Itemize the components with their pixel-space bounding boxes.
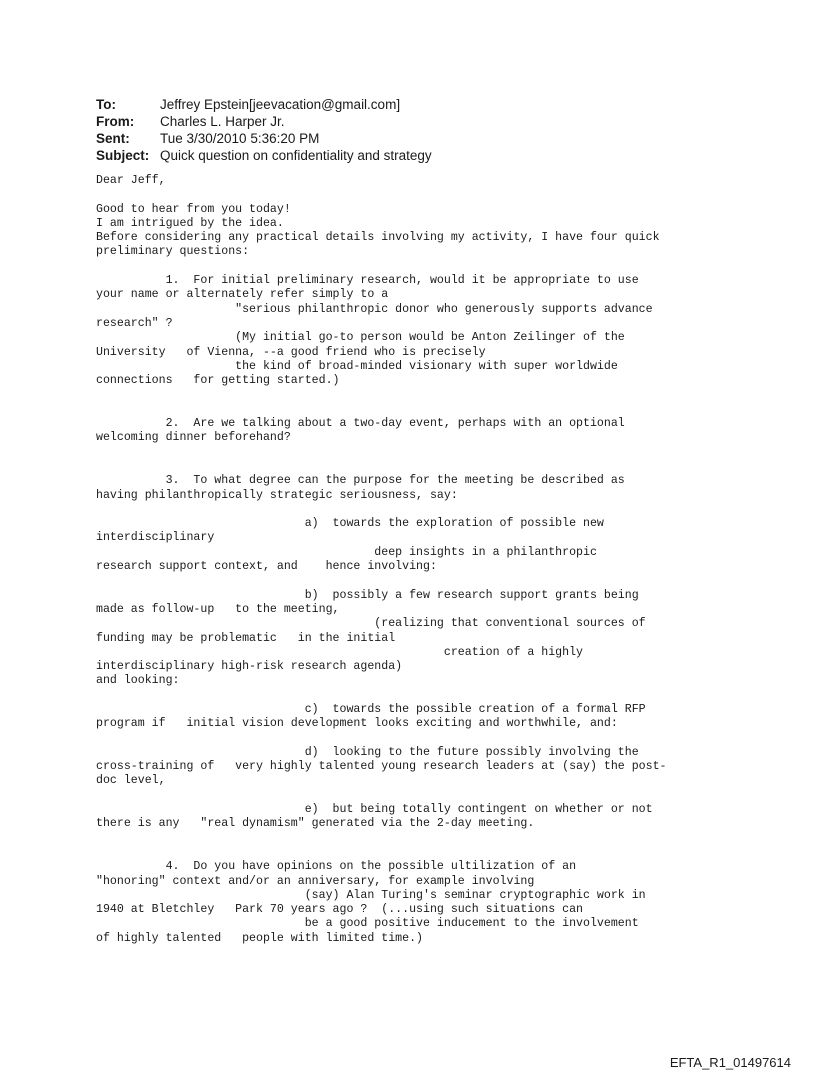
body-line: 1940 at Bletchley Park 70 years ago ? (...using such situations can	[96, 903, 584, 917]
body-line: (My initial go-to person would be Anton Zeilinger of the	[96, 331, 625, 345]
body-line: interdisciplinary high-risk research agenda)	[96, 660, 403, 674]
body-line: your name or alternately refer simply to a	[96, 288, 389, 302]
body-line: b) possibly a few research support grants being	[96, 588, 639, 602]
body-line	[96, 188, 796, 202]
body-line: the kind of broad-minded visionary with super worldwide	[96, 359, 618, 373]
body-line: 2. Are we talking about a two-day event, perhaps with an optional	[96, 417, 625, 431]
body-line: funding may be problematic in the initial	[96, 631, 396, 645]
body-line: 1. For initial preliminary research, would it be appropriate to use	[96, 274, 639, 288]
body-line: a) towards the exploration of possible new	[96, 517, 604, 531]
body-line: University of Vienna, --a good friend who is precisely	[96, 345, 486, 359]
body-line: welcoming dinner beforehand?	[96, 431, 291, 445]
to-label: To:	[96, 97, 116, 112]
subject-label: Subject:	[96, 148, 150, 163]
body-line	[96, 260, 796, 274]
body-line: be a good positive inducement to the involvement	[96, 917, 639, 931]
subject-value: Quick question on confidentiality and strategy	[160, 148, 432, 163]
body-line	[96, 503, 796, 517]
body-line	[96, 403, 796, 417]
body-line: interdisciplinary	[96, 531, 215, 545]
sent-row	[96, 130, 432, 147]
sent-value: Tue 3/30/2010 5:36:20 PM	[160, 131, 320, 146]
body-line	[96, 574, 796, 588]
body-line: made as follow-up to the meeting,	[96, 602, 340, 616]
body-line: c) towards the possible creation of a formal RFP	[96, 702, 646, 716]
body-line: "serious philanthropic donor who generously supports advance	[96, 302, 653, 316]
body-line: and looking:	[96, 674, 180, 688]
body-line: doc level,	[96, 774, 166, 788]
body-line: of highly talented people with limited time.)	[96, 931, 423, 945]
sent-label: Sent:	[96, 131, 130, 146]
body-line	[96, 388, 796, 402]
body-line: connections for getting started.)	[96, 374, 340, 388]
body-line: 4. Do you have opinions on the possible ultilization of an	[96, 860, 577, 874]
body-line: "honoring" context and/or an anniversary, for example involving	[96, 874, 535, 888]
body-line: having philanthropically strategic seriousness, say:	[96, 488, 458, 502]
body-line: e) but being totally contingent on whether or not	[96, 803, 653, 817]
body-line: preliminary questions:	[96, 245, 250, 259]
body-line	[96, 446, 796, 460]
body-line: research" ?	[96, 316, 173, 330]
to-value: Jeffrey Epstein[jeevacation@gmail.com]	[160, 97, 401, 112]
body-line: Good to hear from you today!	[96, 202, 291, 216]
email-header	[96, 96, 432, 164]
body-line	[96, 832, 796, 846]
body-line: creation of a highly	[96, 645, 584, 659]
body-line	[96, 846, 796, 860]
body-line: Before considering any practical details involving my activity, I have four quick	[96, 231, 660, 245]
body-line: cross-training of very highly talented young research leaders at (say) the post-	[96, 760, 667, 774]
body-line: 3. To what degree can the purpose for the meeting be described as	[96, 474, 625, 488]
body-line: there is any "real dynamism" generated via the 2-day meeting.	[96, 817, 535, 831]
subject-row	[96, 147, 432, 164]
body-line: deep insights in a philanthropic	[96, 545, 597, 559]
body-line: (say) Alan Turing's seminar cryptographic work in	[96, 888, 646, 902]
to-row	[96, 96, 432, 113]
document-id: EFTA_R1_01497614	[669, 1055, 791, 1070]
body-line: research support context, and hence involving:	[96, 560, 437, 574]
from-label: From:	[96, 114, 135, 129]
body-line: program if initial vision development looks exciting and worthwhile, and:	[96, 717, 618, 731]
body-line: Dear Jeff,	[96, 174, 166, 187]
body-line: I am intrigued by the idea.	[96, 216, 284, 230]
body-line	[96, 789, 796, 803]
body-line: (realizing that conventional sources of	[96, 617, 646, 631]
from-row	[96, 113, 432, 130]
body-line	[96, 689, 796, 703]
body-line	[96, 460, 796, 474]
body-line	[96, 732, 796, 746]
email-body	[96, 174, 796, 946]
body-line: d) looking to the future possibly involving the	[96, 745, 639, 759]
from-value: Charles L. Harper Jr.	[160, 114, 285, 129]
